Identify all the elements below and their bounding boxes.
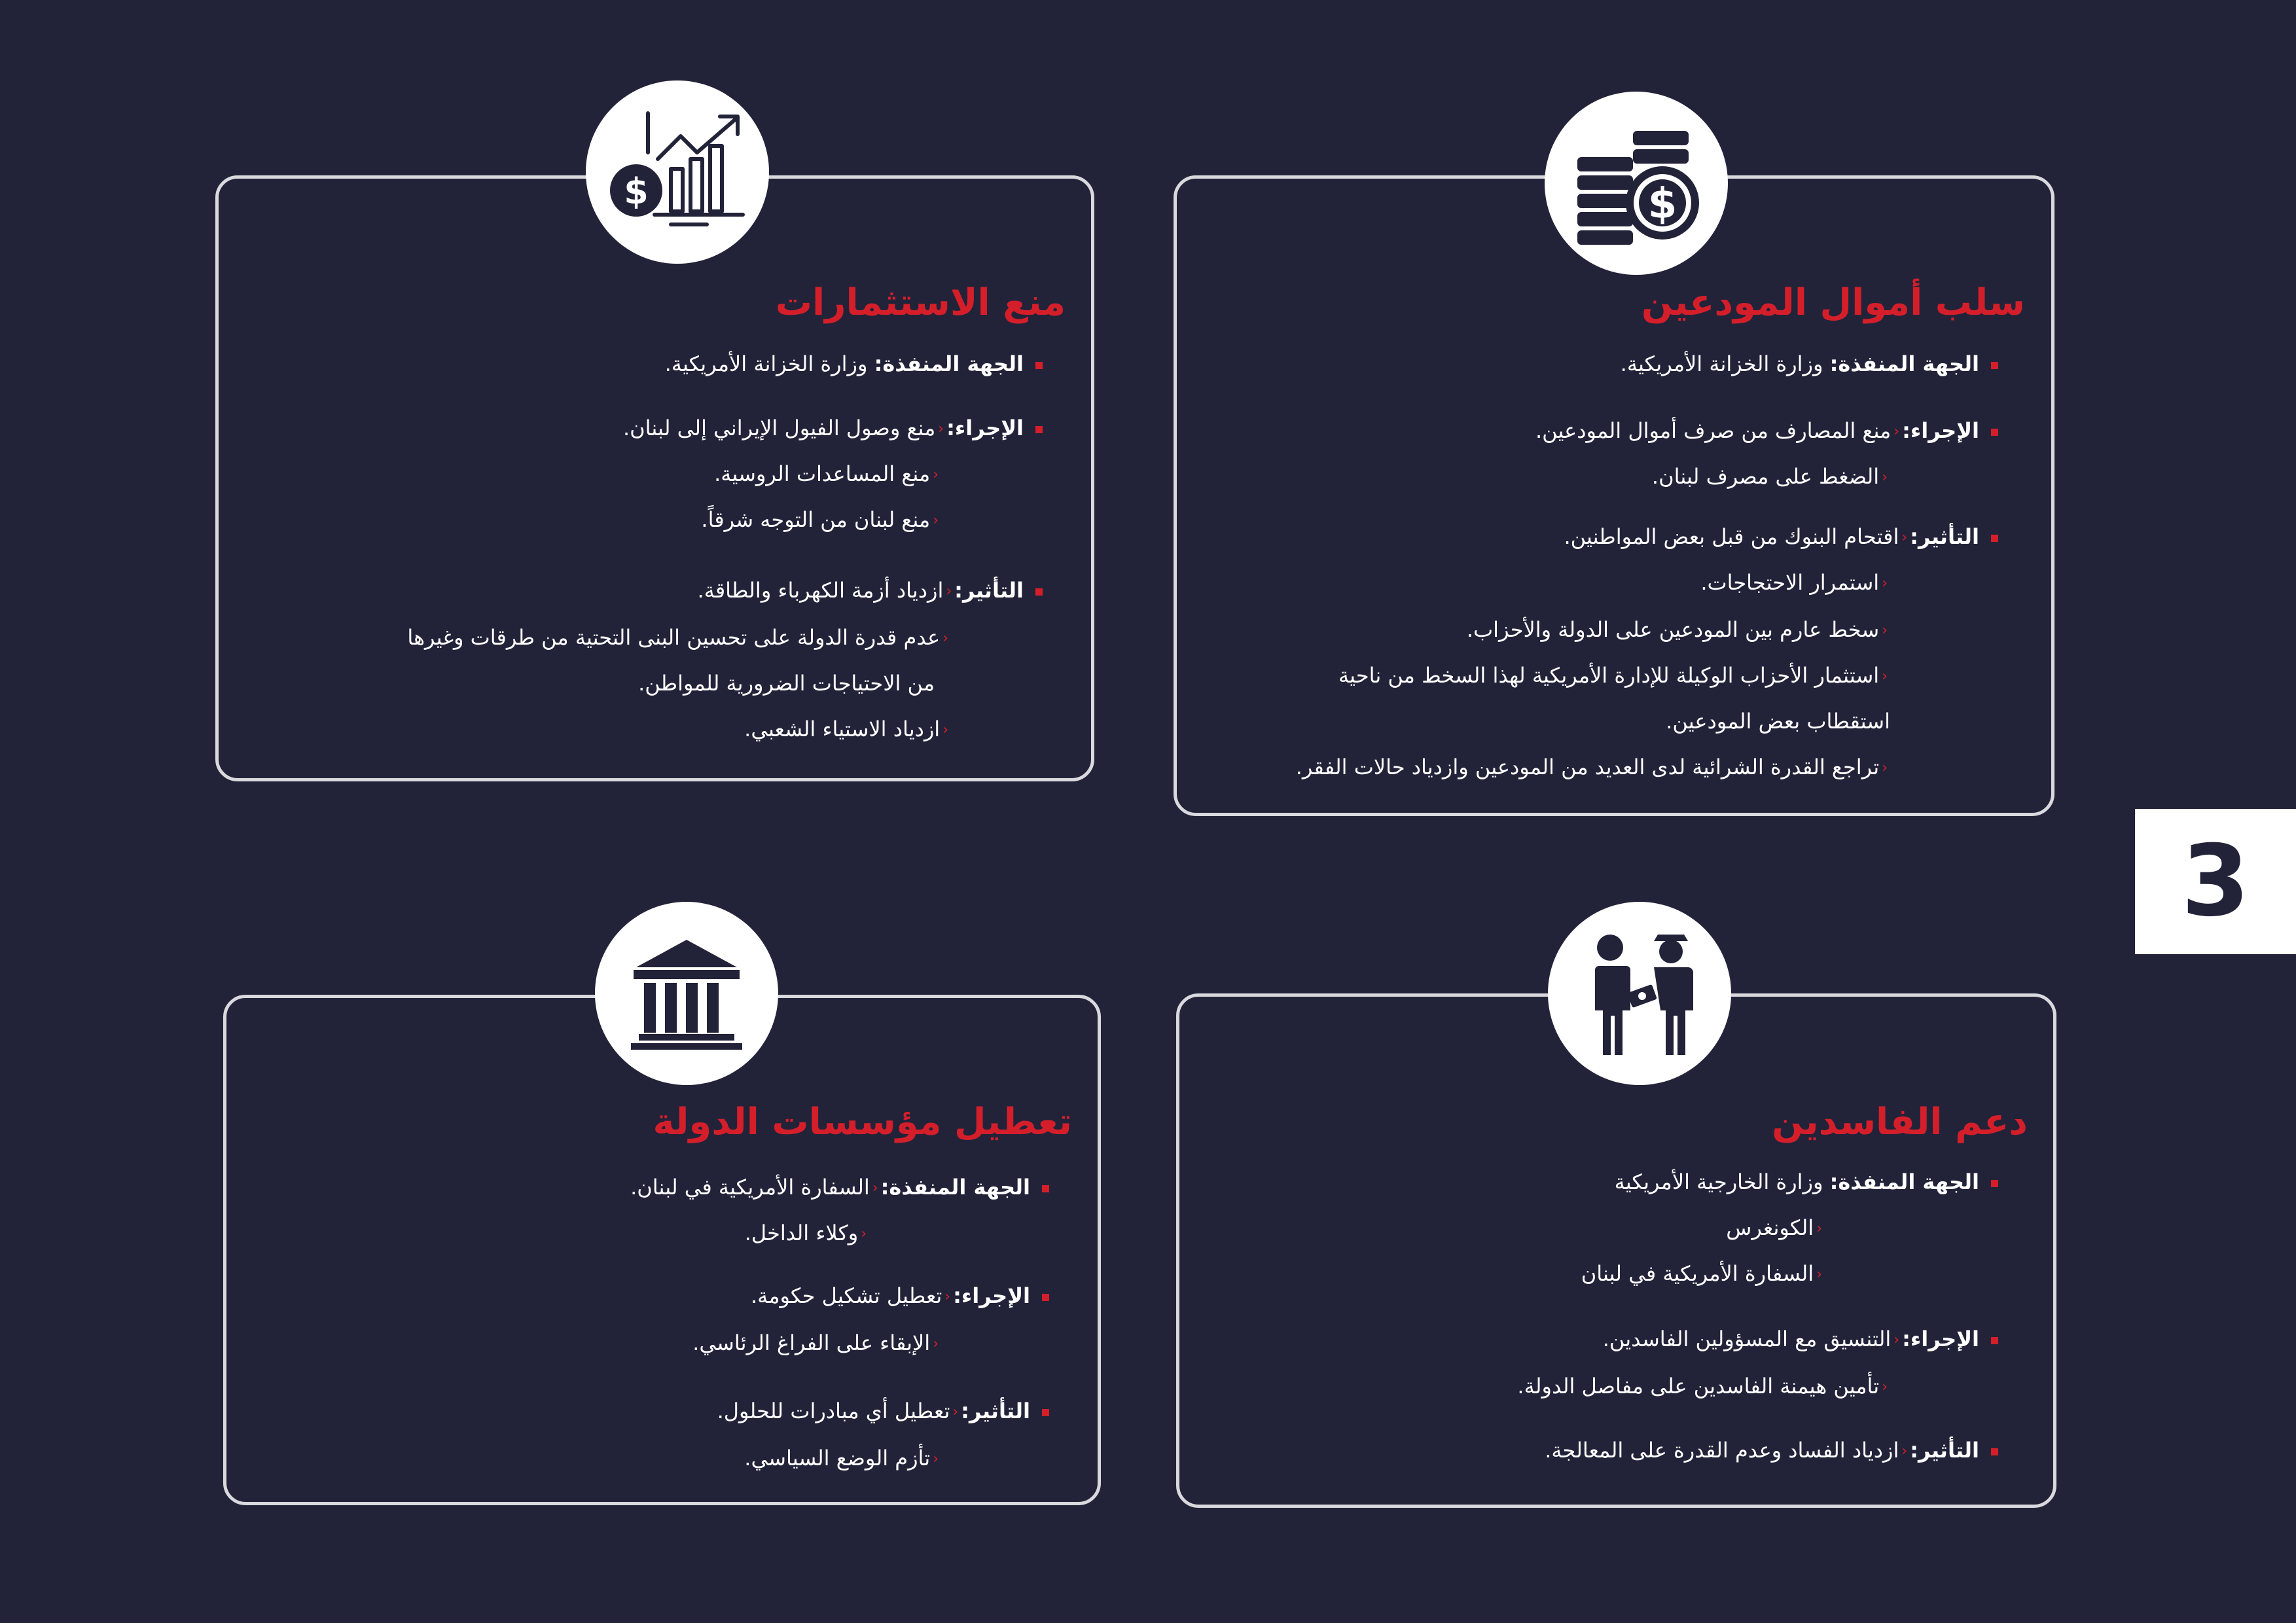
chevron-left-icon: ‹ <box>933 1336 939 1352</box>
government-building-icon <box>624 935 749 1052</box>
agency-line <box>630 1173 1049 1203</box>
action-line <box>714 459 941 490</box>
bullet-square <box>1991 362 1998 369</box>
action-line <box>692 1329 941 1359</box>
icon-circle-corruption <box>1548 902 1731 1085</box>
bullet-square <box>1035 426 1043 433</box>
page-number-box <box>2135 809 2296 954</box>
impact-line <box>1296 753 1890 783</box>
bullet-square <box>1991 429 1998 436</box>
bullet-square <box>1991 1180 1998 1187</box>
action-value: تعطيل تشكيل حكومة. <box>751 1283 942 1308</box>
agency-label: الجهة المنفذة: <box>1829 351 1979 376</box>
bullet-square <box>1035 588 1043 596</box>
agency-line <box>1615 1168 1998 1196</box>
chevron-left-icon: ‹ <box>933 512 939 529</box>
agency-value: السفارة الأمريكية في لبنان. <box>630 1175 870 1200</box>
chevron-left-icon: ‹ <box>1901 1443 1908 1459</box>
action-label: الإجراء: <box>946 416 1024 440</box>
action-value: منع المصارف من صرف أموال المودعين. <box>1535 418 1892 443</box>
chevron-left-icon: ‹ <box>938 421 944 437</box>
impact-line <box>744 1444 941 1474</box>
impact-label: التأثير: <box>961 1399 1030 1423</box>
card-title: دعم الفاسدين <box>1772 1101 2028 1143</box>
agency-value: الكونغرس <box>1726 1215 1814 1240</box>
agency-label: الجهة المنفذة: <box>880 1175 1030 1200</box>
impact-value: ازدياد الاستياء الشعبي. <box>744 717 941 741</box>
action-line <box>1535 416 1998 446</box>
bullet-square <box>1042 1185 1049 1192</box>
page-number: 3 <box>2181 825 2250 938</box>
chevron-left-icon: ‹ <box>1882 469 1888 486</box>
chevron-left-icon: ‹ <box>946 583 952 599</box>
chevron-left-icon: ‹ <box>1816 1221 1822 1237</box>
agency-label: الجهة المنفذة: <box>1829 1169 1979 1194</box>
agency-value: السفارة الأمريكية في لبنان <box>1581 1261 1814 1286</box>
action-value: الضغط على مصرف لبنان. <box>1651 464 1880 489</box>
investment-chart-icon <box>609 107 746 238</box>
chevron-left-icon: ‹ <box>1893 1332 1900 1348</box>
chevron-left-icon: ‹ <box>872 1180 878 1196</box>
impact-label: التأثير: <box>1910 524 1979 549</box>
action-line <box>751 1281 1049 1311</box>
action-label: الإجراء: <box>953 1283 1030 1308</box>
svg-text:$: $ <box>1647 180 1677 228</box>
impact-label: التأثير: <box>1910 1438 1979 1463</box>
chevron-left-icon: ‹ <box>933 467 939 483</box>
bullet-square <box>1991 1448 1998 1455</box>
impact-value: اقتحام البنوك من قبل بعض المواطنين. <box>1564 524 1899 549</box>
svg-text:$: $ <box>624 171 649 212</box>
impact-line <box>1666 707 1890 736</box>
card-title: سلب أموال المودعين <box>1641 281 2025 324</box>
bullet-square <box>1991 1337 1998 1344</box>
icon-circle-institutions <box>595 902 778 1085</box>
impact-value: استمرار الاحتجاجات. <box>1700 570 1880 595</box>
impact-line <box>744 715 951 745</box>
bullet-square <box>1042 1409 1049 1416</box>
action-value: منع لبنان من التوجه شرقاً. <box>701 507 931 532</box>
action-value: تأمين هيمنة الفاسدين على مفاصل الدولة. <box>1517 1374 1880 1399</box>
impact-value: ازدياد الفساد وعدم القدرة على المعالجة. <box>1545 1438 1899 1463</box>
impact-value: من الاحتياجات الضرورية للمواطن. <box>638 671 935 696</box>
impact-value: تراجع القدرة الشرائية لدى العديد من المودعين وازدياد حالات الفقر. <box>1295 755 1880 779</box>
action-label: الإجراء: <box>1902 1327 1979 1351</box>
agency-label: الجهة المنفذة: <box>874 351 1024 376</box>
action-value: التنسيق مع المسؤولين الفاسدين. <box>1602 1327 1892 1351</box>
chevron-left-icon: ‹ <box>942 630 948 647</box>
chevron-left-icon: ‹ <box>952 1404 959 1420</box>
action-label: الإجراء: <box>1902 418 1979 443</box>
chevron-left-icon: ‹ <box>1882 1379 1888 1395</box>
impact-value: سخط عارم بين المودعين على الدولة والأحزاب. <box>1466 617 1880 642</box>
chevron-left-icon: ‹ <box>1901 529 1908 546</box>
impact-line <box>1545 1436 1998 1466</box>
chevron-left-icon: ‹ <box>1893 423 1900 440</box>
card-title: منع الاستثمارات <box>775 281 1066 324</box>
chevron-left-icon: ‹ <box>933 1451 939 1467</box>
impact-line <box>698 576 1043 606</box>
impact-line <box>638 669 935 698</box>
action-line <box>623 414 1043 444</box>
action-line <box>1652 462 1890 492</box>
agency-value: وكلاء الداخل. <box>744 1221 859 1245</box>
agency-line <box>1581 1259 1825 1289</box>
action-line <box>1603 1325 1998 1355</box>
impact-value: استثمار الأحزاب الوكيلة للإدارة الأمريكية لهذا السخط من ناحية <box>1338 663 1880 688</box>
chevron-left-icon: ‹ <box>1882 622 1888 639</box>
impact-line <box>717 1397 1049 1427</box>
agency-line <box>665 349 1043 378</box>
impact-value: ازدياد أزمة الكهرباء والطاقة. <box>697 578 944 603</box>
chevron-left-icon: ‹ <box>1882 575 1888 592</box>
chevron-left-icon: ‹ <box>861 1226 867 1242</box>
chevron-left-icon: ‹ <box>1816 1266 1822 1283</box>
bullet-square <box>1042 1294 1049 1301</box>
coins-dollar-icon <box>1571 118 1702 249</box>
impact-label: التأثير: <box>954 578 1024 603</box>
agency-line <box>1621 349 1998 378</box>
icon-circle-deposits <box>1545 92 1728 275</box>
impact-value: عدم قدرة الدولة على تحسين البنى التحتية من طرقات وغيرها <box>407 625 941 650</box>
impact-line <box>1700 568 1890 598</box>
impact-line <box>407 623 951 653</box>
action-value: منع وصول الفيول الإيراني إلى لبنان. <box>622 416 936 440</box>
icon-circle-investments <box>586 80 769 264</box>
action-value: الإبقاء على الفراغ الرئاسي. <box>692 1330 931 1355</box>
card-title: تعطيل مؤسسات الدولة <box>653 1101 1072 1143</box>
agency-value: وزارة الخزانة الأمريكية. <box>664 351 868 376</box>
impact-value: تأزم الوضع السياسي. <box>744 1446 931 1471</box>
action-line <box>1517 1372 1890 1402</box>
agency-value: وزارة الخزانة الأمريكية. <box>1620 351 1823 376</box>
bribery-handshake-icon <box>1574 928 1705 1059</box>
impact-value: استقطاب بعض المودعين. <box>1666 709 1890 734</box>
bullet-square <box>1035 362 1043 369</box>
chevron-left-icon: ‹ <box>1882 760 1888 776</box>
chevron-left-icon: ‹ <box>942 722 948 738</box>
chevron-left-icon: ‹ <box>944 1289 951 1305</box>
agency-value: وزارة الخارجية الأمريكية <box>1614 1169 1823 1194</box>
impact-line <box>1467 615 1890 645</box>
chevron-left-icon: ‹ <box>1882 668 1888 685</box>
impact-line <box>1338 661 1890 691</box>
agency-line <box>1726 1213 1825 1243</box>
impact-value: تعطيل أي مبادرات للحلول. <box>717 1399 950 1423</box>
action-value: منع المساعدات الروسية. <box>714 461 931 486</box>
action-line <box>701 505 941 535</box>
agency-line <box>745 1219 869 1249</box>
bullet-square <box>1991 535 1998 542</box>
impact-line <box>1564 522 1998 552</box>
